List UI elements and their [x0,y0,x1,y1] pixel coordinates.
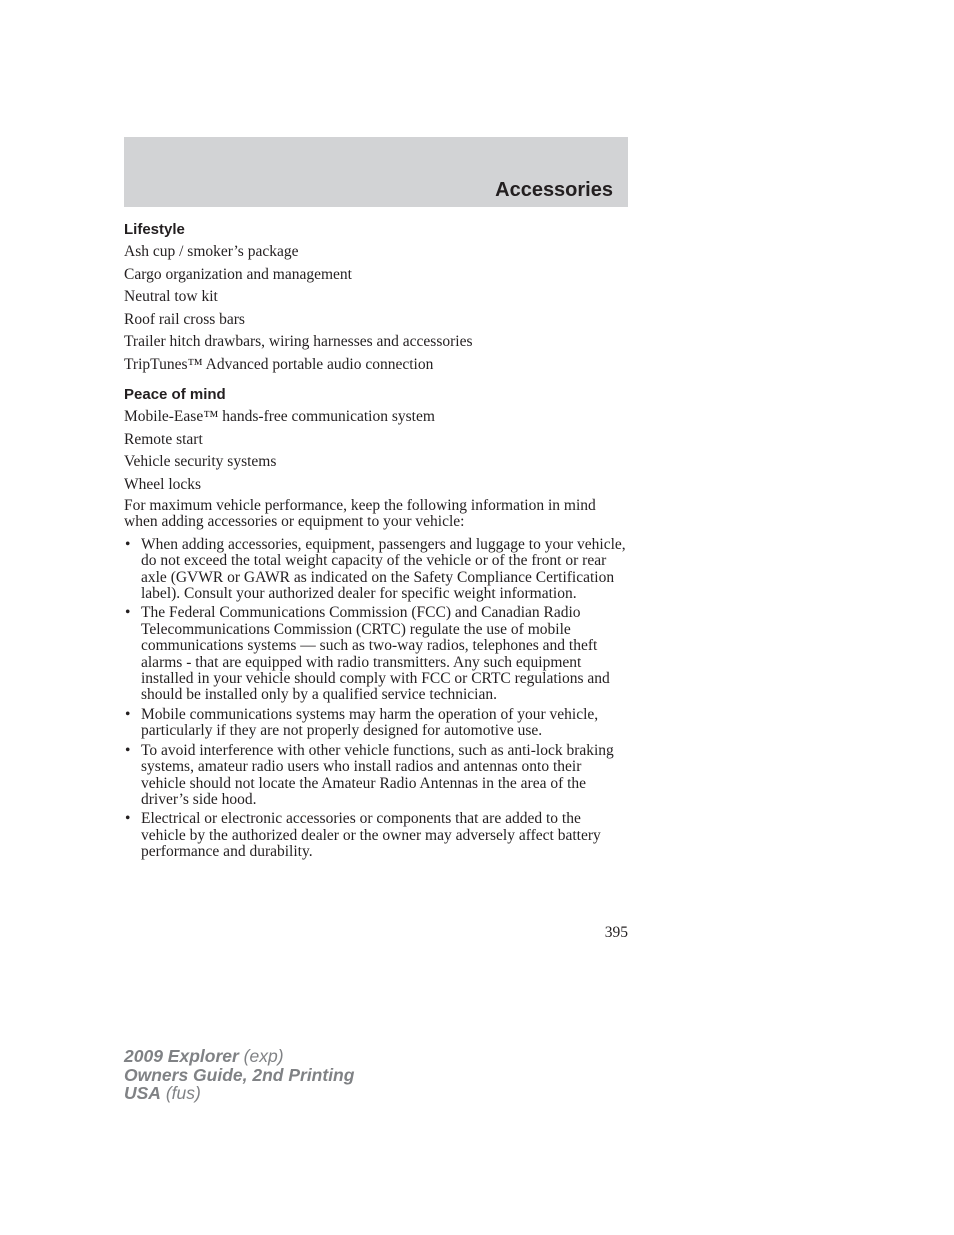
footer-line-model [124,1047,354,1066]
document-footer [124,1047,354,1103]
lifestyle-list [124,241,628,376]
peace-of-mind-list [124,406,628,496]
section-header-band [124,137,628,207]
footer-model: 2009 Explorer [124,1046,239,1066]
list-item: Vehicle security systems [124,453,277,470]
footer-market-code: (fus) [165,1083,201,1103]
footer-line-market [124,1084,354,1103]
list-item: Trailer hitch drawbars, wiring harnesses and accessories [124,333,473,350]
footer-line-guide [124,1066,354,1085]
bullet-icon: • [125,810,131,828]
bullet-item [124,811,628,860]
footer-model-code: (exp) [243,1046,284,1066]
bullet-item [124,605,628,703]
list-item: Cargo organization and management [124,265,352,283]
bullet-item [124,743,628,809]
bullet-text: When adding accessories, equipment, passengers and luggage to your vehicle, do not exceed the total weight capacity of the vehicle or of the front or rear axle (GVWR or GAWR as indicated on the Safety Compliance Certification label). Consult your authorized dealer for specific weight information. [141,535,626,603]
footer-market: USA [124,1083,161,1103]
page-number: 395 [604,924,628,941]
list-item: Remote start [124,430,203,448]
bullet-text: To avoid interference with other vehicle functions, such as anti-lock braking systems, amateur radio users who install radios and antennas onto their vehicle should not locate the Amateur Radio Antennas in the area of the driver’s side hood. [141,741,614,808]
bullet-text: The Federal Communications Commission (FCC) and Canadian Radio Telecommunications Commission (CRTC) regulate the use of mobile communications systems — such as two-way radios, telephones and theft alarms - that are equipped with radio transmitters. Any such equipment installed in your vehicle should comply with FCC or CRTC regulations and should be installed only by a qualified service technician. [141,604,610,704]
bullet-item [124,707,628,740]
peace-of-mind-heading: Peace of mind [124,386,226,403]
bullet-text: Electrical or electronic accessories or components that are added to the vehicle by the authorized dealer or the owner may adversely affect battery performance and durability. [141,810,601,861]
lifestyle-heading: Lifestyle [124,221,185,238]
list-item: Neutral tow kit [124,288,218,305]
bullet-text: Mobile communications systems may harm the operation of your vehicle, particularly if they are not properly designed for automotive use. [141,705,599,740]
footer-guide: Owners Guide, 2nd Printing [124,1064,355,1085]
bullet-list [124,537,628,861]
bullet-item [124,537,628,603]
list-item: Mobile-Ease™ hands-free communication system [124,408,435,425]
list-item: Roof rail cross bars [124,310,245,328]
intro-paragraph: For maximum vehicle performance, keep the following information in mind when adding accessories or equipment to your vehicle: [124,497,596,531]
bullet-icon: • [125,705,131,723]
list-item: Ash cup / smoker’s package [124,243,299,260]
section-title: Accessories [495,179,613,201]
bullet-icon: • [125,741,131,759]
list-item: TripTunes™ Advanced portable audio connection [124,355,434,373]
page-content [124,219,628,864]
bullet-icon: • [125,535,131,553]
list-item: Wheel locks [124,475,202,493]
bullet-icon: • [125,604,131,622]
